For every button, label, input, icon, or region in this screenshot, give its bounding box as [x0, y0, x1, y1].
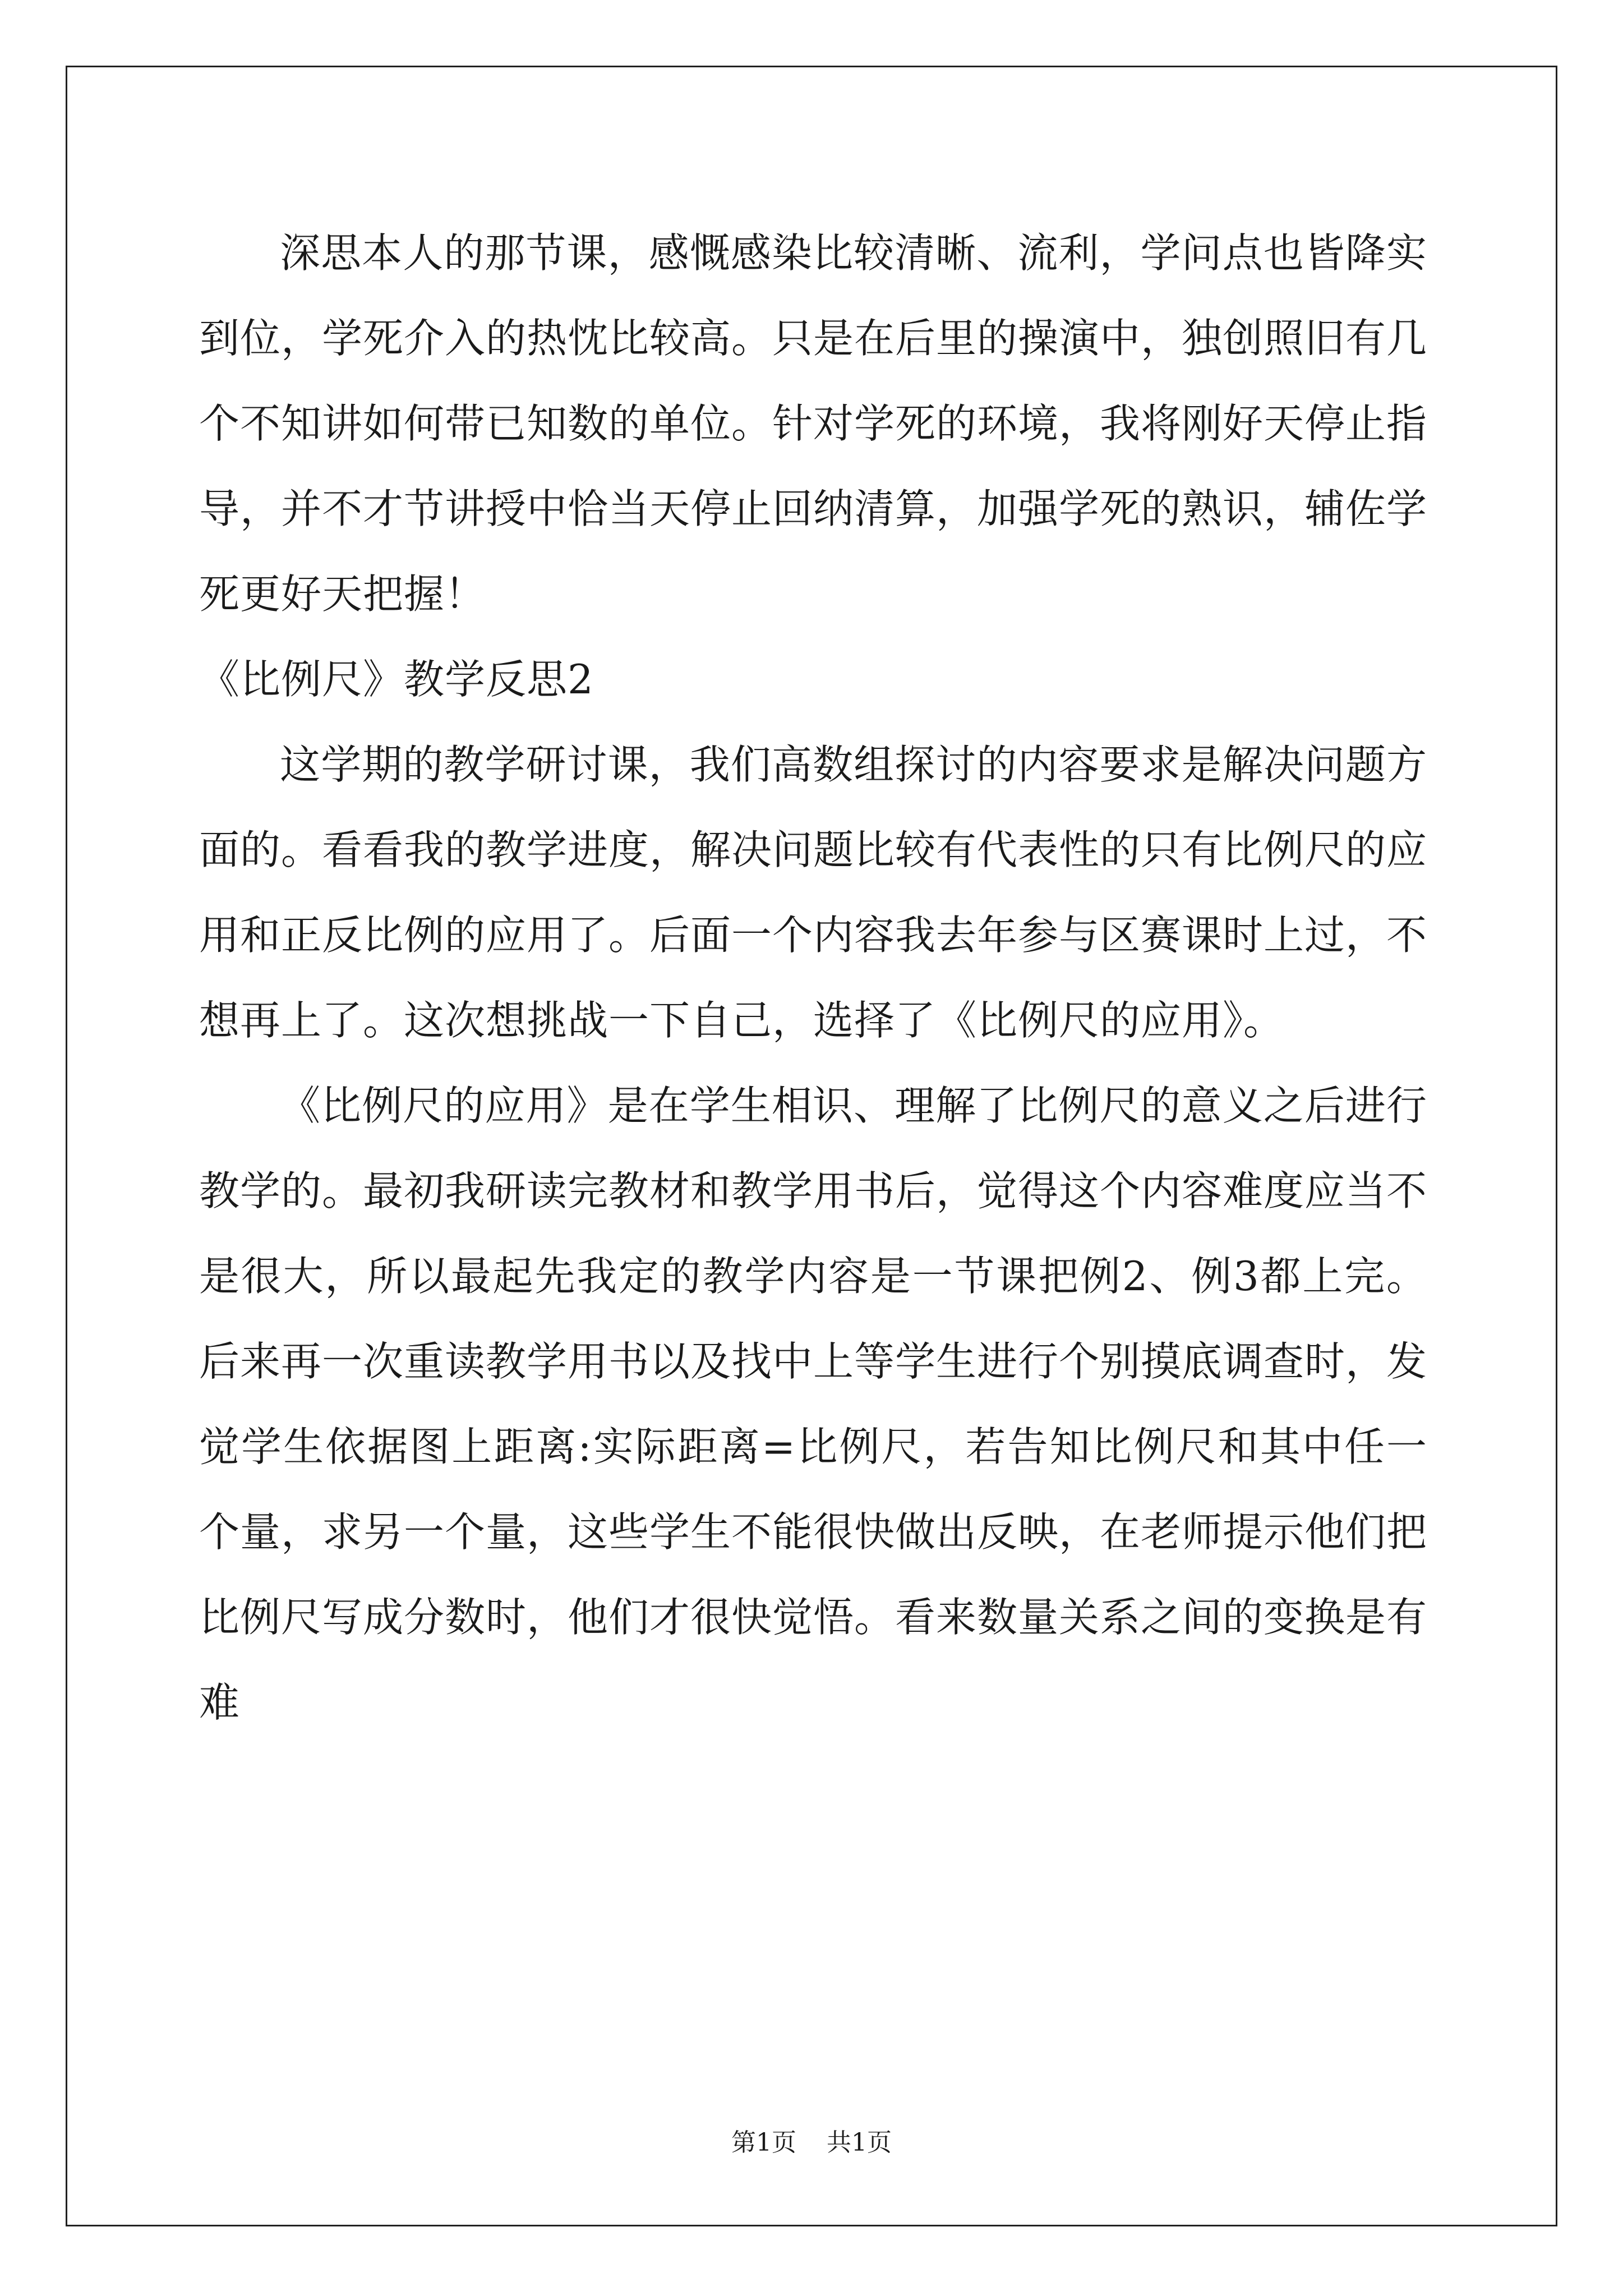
- page-footer: [0, 2126, 1623, 2160]
- paragraph-lesson-analysis: 《比例尺的应用》是在学生相识、理解了比例尺的意义之后进行教学的。最初我研读完教材和教学用书后，觉得这个内容难度应当不是很大，所以最起先我定的教学内容是一节课把例2、例3都上完。后来再一次重读教学用书以及找中上等学生进行个别摸底调查时，发觉学生依据图上距离:实际距离=比例尺，若告知比例尺和其中任一个量，求另一个量，这些学生不能很快做出反映，在老师提示他们把比例尺写成分数时，他们才很快觉悟。看来数量关系之间的变换是有难: [199, 1082, 1428, 1726]
- paragraph-lesson-choice: 这学期的教学研讨课，我们高数组探讨的内容要求是解决问题方面的。看看我的教学进度，解决问题比较有代表性的只有比例尺的应用和正反比例的应用了。后面一个内容我去年参与区赛课时上过，不想再上了。这次想挑战一下自己，选择了《比例尺的应用》。: [199, 741, 1428, 1044]
- document-body: [199, 210, 1427, 1745]
- page-number-current: 第1页: [731, 2128, 796, 2157]
- section-heading: 《比例尺》教学反思2: [199, 656, 594, 703]
- page-number-total: 共1页: [827, 2128, 892, 2157]
- paragraph-reflection-summary: 深思本人的那节课，感慨感染比较清晰、流利，学问点也皆降实到位，学死介入的热忱比较高。只是在后里的操演中，独创照旧有几个不知讲如何带已知数的单位。针对学死的环境，我将刚好天停止指导，并不才节讲授中恰当天停止回纳清算，加强学死的熟识，辅佐学死更好天把握！: [199, 229, 1428, 618]
